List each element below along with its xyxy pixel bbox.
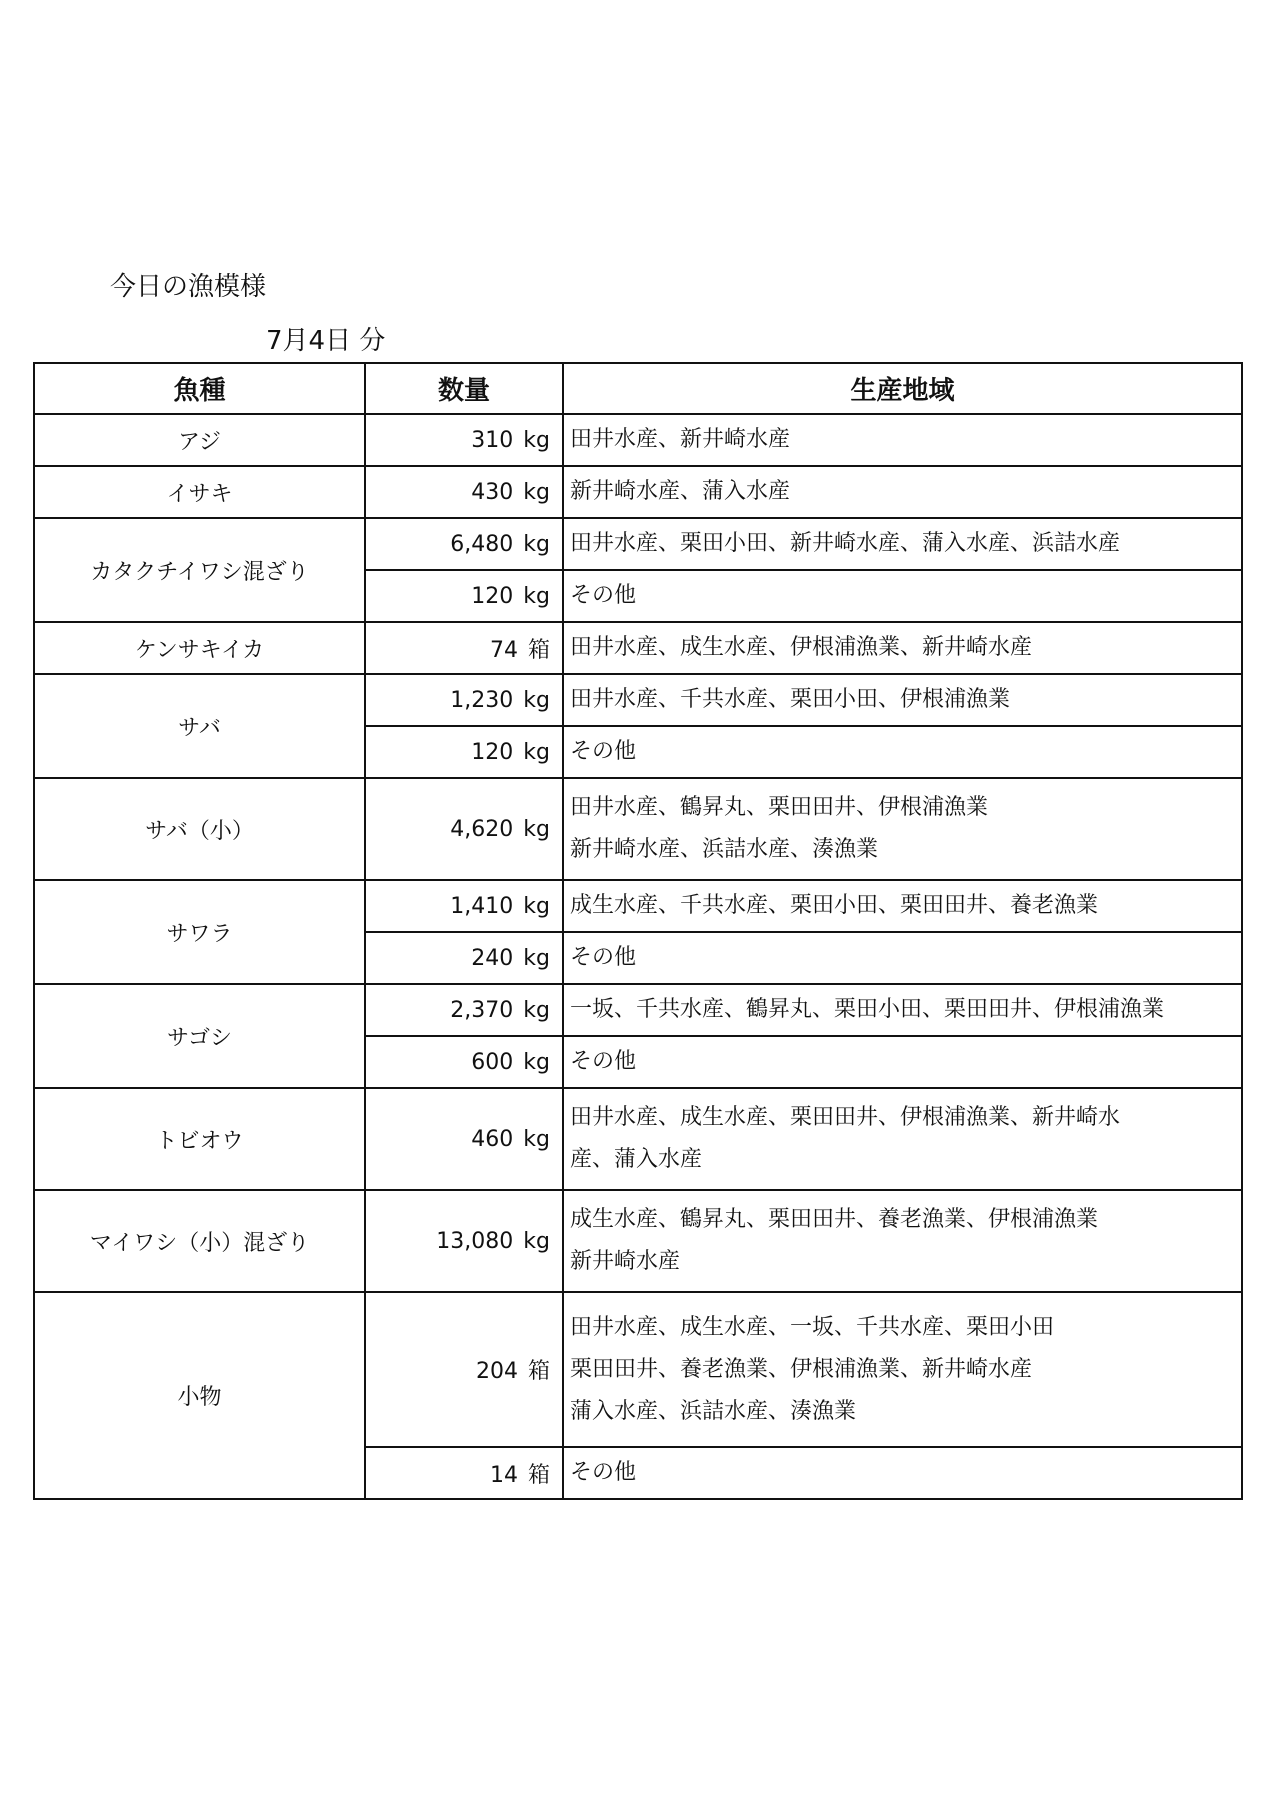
region-line: その他 <box>570 1460 637 1485</box>
table-row <box>34 674 1242 726</box>
region-cell <box>563 1036 1242 1088</box>
quantity-unit: 箱 <box>527 1359 550 1384</box>
quantity-cell <box>365 932 563 984</box>
fish-name: トビオウ <box>34 1088 365 1190</box>
quantity-cell <box>365 674 563 726</box>
table-header-row <box>34 363 1242 414</box>
region-line: 新井崎水産、浜詰水産、湊漁業 <box>570 837 879 862</box>
fish-name: イサキ <box>34 466 365 518</box>
quantity-value: 240 <box>471 945 514 971</box>
fish-name: サバ（小） <box>34 778 365 880</box>
region-cell <box>563 622 1242 674</box>
quantity-value: 460 <box>471 1126 514 1152</box>
quantity-cell <box>365 984 563 1036</box>
region-line: 蒲入水産、浜詰水産、湊漁業 <box>570 1398 857 1424</box>
region-cell <box>563 674 1242 726</box>
fish-name: マイワシ（小）混ざり <box>34 1190 365 1292</box>
quantity-value: 1,410 <box>450 893 514 919</box>
quantity-cell <box>365 880 563 932</box>
quantity-cell <box>365 414 563 466</box>
quantity-value: 120 <box>471 583 514 609</box>
table-row <box>34 880 1242 932</box>
region-line: 田井水産、成生水産、栗田田井、伊根浦漁業、新井崎水 <box>570 1105 1121 1130</box>
quantity-value: 2,370 <box>450 997 514 1023</box>
table-row <box>34 1190 1242 1292</box>
region-line: 田井水産、千共水産、栗田小田、伊根浦漁業 <box>570 687 1011 712</box>
quantity-value: 600 <box>471 1049 514 1075</box>
fish-name: 小物 <box>34 1292 365 1499</box>
region-cell <box>563 1190 1242 1292</box>
quantity-unit: kg <box>523 687 550 713</box>
region-cell <box>563 414 1242 466</box>
quantity-value: 6,480 <box>450 531 514 557</box>
region-line: 田井水産、成生水産、伊根浦漁業、新井崎水産 <box>570 635 1033 660</box>
table-row <box>34 778 1242 880</box>
table-row <box>34 622 1242 674</box>
fish-name: アジ <box>34 414 365 466</box>
quantity-unit: kg <box>523 531 550 557</box>
region-line: 新井崎水産 <box>570 1249 681 1274</box>
quantity-value: 1,230 <box>450 687 514 713</box>
quantity-unit: kg <box>523 1049 550 1075</box>
quantity-unit: kg <box>523 893 550 919</box>
region-cell <box>563 932 1242 984</box>
fish-name: サゴシ <box>34 984 365 1088</box>
header-region: 生産地域 <box>563 363 1242 414</box>
region-line: 一坂、千共水産、鶴昇丸、栗田小田、栗田田井、伊根浦漁業 <box>570 997 1165 1022</box>
region-line: 産、蒲入水産 <box>570 1147 703 1172</box>
quantity-unit: kg <box>523 739 550 765</box>
region-line: その他 <box>570 1049 637 1074</box>
table-row <box>34 984 1242 1036</box>
quantity-cell <box>365 778 563 880</box>
quantity-value: 74 <box>489 637 518 663</box>
quantity-value: 204 <box>475 1359 518 1384</box>
region-line: 栗田田井、養老漁業、伊根浦漁業、新井崎水産 <box>570 1356 1033 1382</box>
table-row <box>34 518 1242 570</box>
region-line: 田井水産、成生水産、一坂、千共水産、栗田小田 <box>570 1314 1055 1340</box>
table-row <box>34 466 1242 518</box>
region-line: 新井崎水産、蒲入水産 <box>570 479 791 504</box>
region-line: 田井水産、鶴昇丸、栗田田井、伊根浦漁業 <box>570 795 989 820</box>
quantity-cell <box>365 1088 563 1190</box>
catch-table <box>33 362 1243 1500</box>
region-cell <box>563 984 1242 1036</box>
region-cell <box>563 778 1242 880</box>
quantity-value: 13,080 <box>436 1228 514 1254</box>
quantity-unit: 箱 <box>527 637 550 663</box>
quantity-cell <box>365 1447 563 1499</box>
report-date: 7月4日 分 <box>266 326 386 356</box>
quantity-cell <box>365 1292 563 1447</box>
fish-name: サワラ <box>34 880 365 984</box>
table-row <box>34 1088 1242 1190</box>
quantity-unit: 箱 <box>527 1462 550 1488</box>
region-cell <box>563 726 1242 778</box>
region-line: 成生水産、鶴昇丸、栗田田井、養老漁業、伊根浦漁業 <box>570 1207 1099 1232</box>
quantity-value: 310 <box>471 427 514 453</box>
quantity-cell <box>365 570 563 622</box>
region-cell <box>563 570 1242 622</box>
fish-name: サバ <box>34 674 365 778</box>
region-line: 田井水産、栗田小田、新井崎水産、蒲入水産、浜詰水産 <box>570 531 1121 556</box>
quantity-cell <box>365 466 563 518</box>
quantity-value: 4,620 <box>450 816 514 842</box>
quantity-unit: kg <box>523 997 550 1023</box>
table-row <box>34 1292 1242 1447</box>
quantity-unit: kg <box>523 583 550 609</box>
quantity-unit: kg <box>523 816 550 842</box>
region-line: 成生水産、千共水産、栗田小田、栗田田井、養老漁業 <box>570 893 1099 918</box>
region-line: その他 <box>570 945 637 970</box>
quantity-cell <box>365 1190 563 1292</box>
fish-name: カタクチイワシ混ざり <box>34 518 365 622</box>
quantity-unit: kg <box>523 479 550 505</box>
quantity-value: 14 <box>489 1462 518 1488</box>
quantity-unit: kg <box>523 427 550 453</box>
region-cell <box>563 880 1242 932</box>
region-cell <box>563 1088 1242 1190</box>
quantity-value: 430 <box>471 479 514 505</box>
region-cell <box>563 1292 1242 1447</box>
quantity-unit: kg <box>523 945 550 971</box>
fish-name: ケンサキイカ <box>34 622 365 674</box>
quantity-value: 120 <box>471 739 514 765</box>
region-line: その他 <box>570 583 637 608</box>
quantity-cell <box>365 726 563 778</box>
quantity-unit: kg <box>523 1228 550 1254</box>
region-cell <box>563 1447 1242 1499</box>
page-title: 今日の漁模様 <box>110 272 267 302</box>
table-row <box>34 414 1242 466</box>
region-cell <box>563 466 1242 518</box>
header-fish: 魚種 <box>34 363 365 414</box>
region-line: その他 <box>570 739 637 764</box>
quantity-cell <box>365 518 563 570</box>
region-line: 田井水産、新井崎水産 <box>570 427 791 452</box>
quantity-unit: kg <box>523 1126 550 1152</box>
quantity-cell <box>365 622 563 674</box>
header-quantity: 数量 <box>365 363 563 414</box>
region-cell <box>563 518 1242 570</box>
quantity-cell <box>365 1036 563 1088</box>
